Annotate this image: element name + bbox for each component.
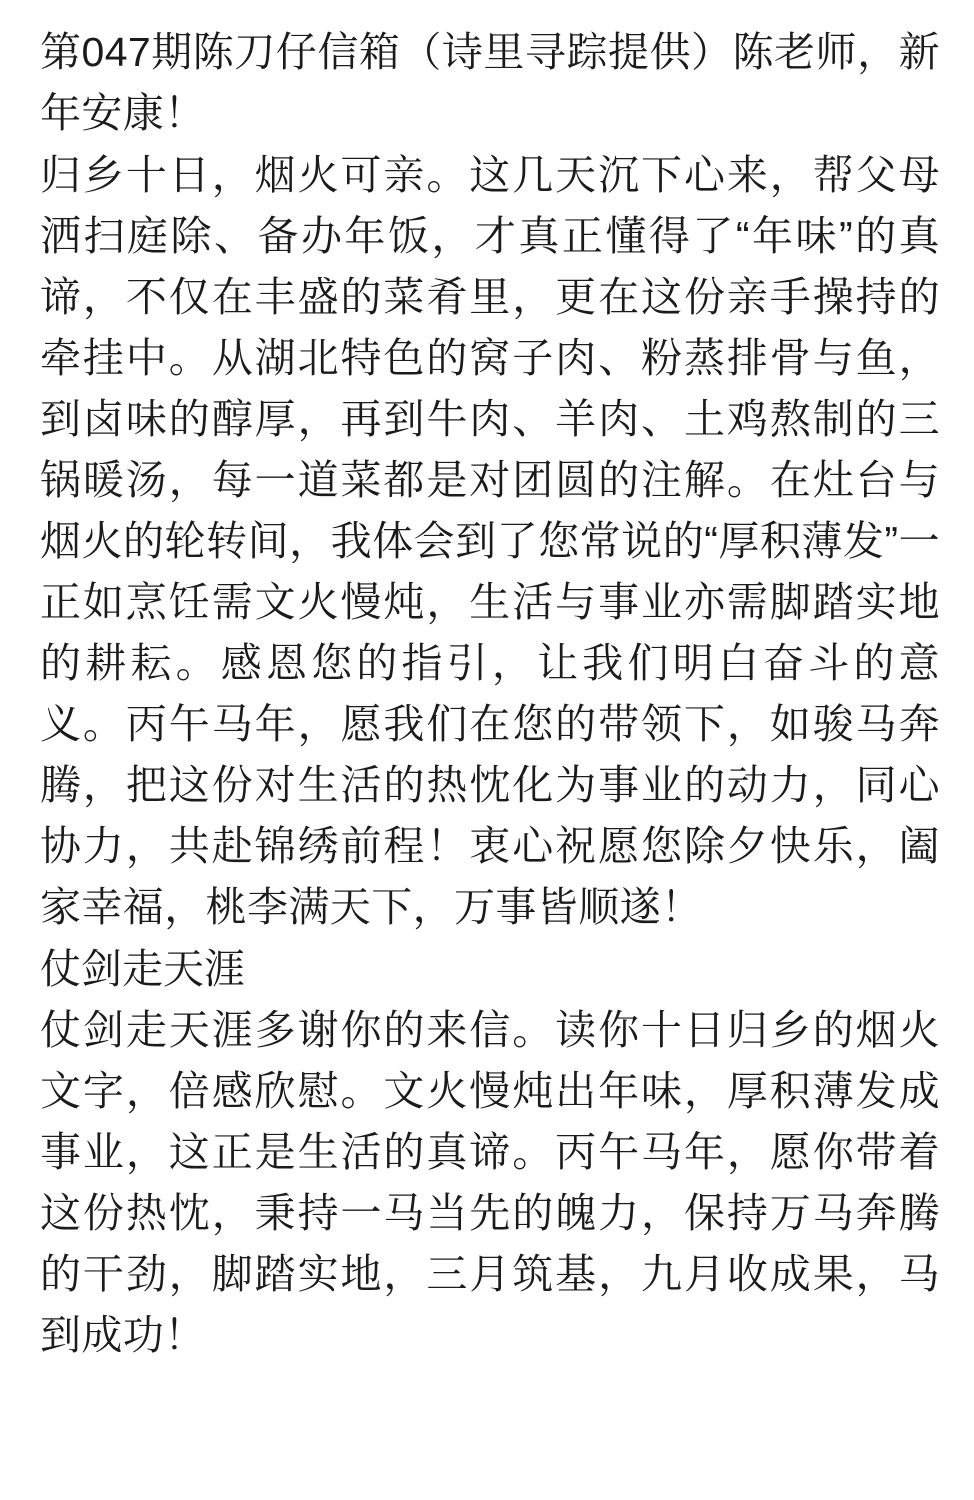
paragraph-letter-body: 归乡十日，烟火可亲。这几天沉下心来，帮父母洒扫庭除、备办年饭，才真正懂得了“年味”的真谛，不仅在丰盛的菜肴里，更在这份亲手操持的牵挂中。从湖北特色的窝子肉、粉蒸排骨与鱼，到卤味的醇厚，再到牛肉、羊肉、土鸡熬制的三锅暖汤，每一道菜都是对团圆的注解。在灶台与烟火的轮转间，我体会到了您常说的“厚积薄发”一正如烹饪需文火慢炖，生活与事业亦需脚踏实地的耕耘。感恩您的指引，让我们明白奋斗的意义。丙午马年，愿我们在您的带领下，如骏马奔腾，把这份对生活的热忱化为事业的动力，同心协力，共赴锦绣前程！衷心祝愿您除夕快乐，阖家幸福，桃李满天下，万事皆顺遂！ bbox=[40, 152, 940, 930]
paragraph-signature: 仗剑走天涯 bbox=[40, 946, 245, 992]
paragraph-intro: 第047期陈刀仔信箱（诗里寻踪提供）陈老师，新年安康！ bbox=[40, 29, 940, 136]
article-body bbox=[40, 22, 940, 1366]
paragraph-reply: 仗剑走天涯多谢你的来信。读你十日归乡的烟火文字，倍感欣慰。文火慢炖出年味，厚积薄发成事业，这正是生活的真谛。丙午马年，愿你带着这份热忱，秉持一马当先的魄力，保持万马奔腾的干劲，脚踏实地，三月筑基，九月收成果，马到成功！ bbox=[40, 1007, 940, 1358]
